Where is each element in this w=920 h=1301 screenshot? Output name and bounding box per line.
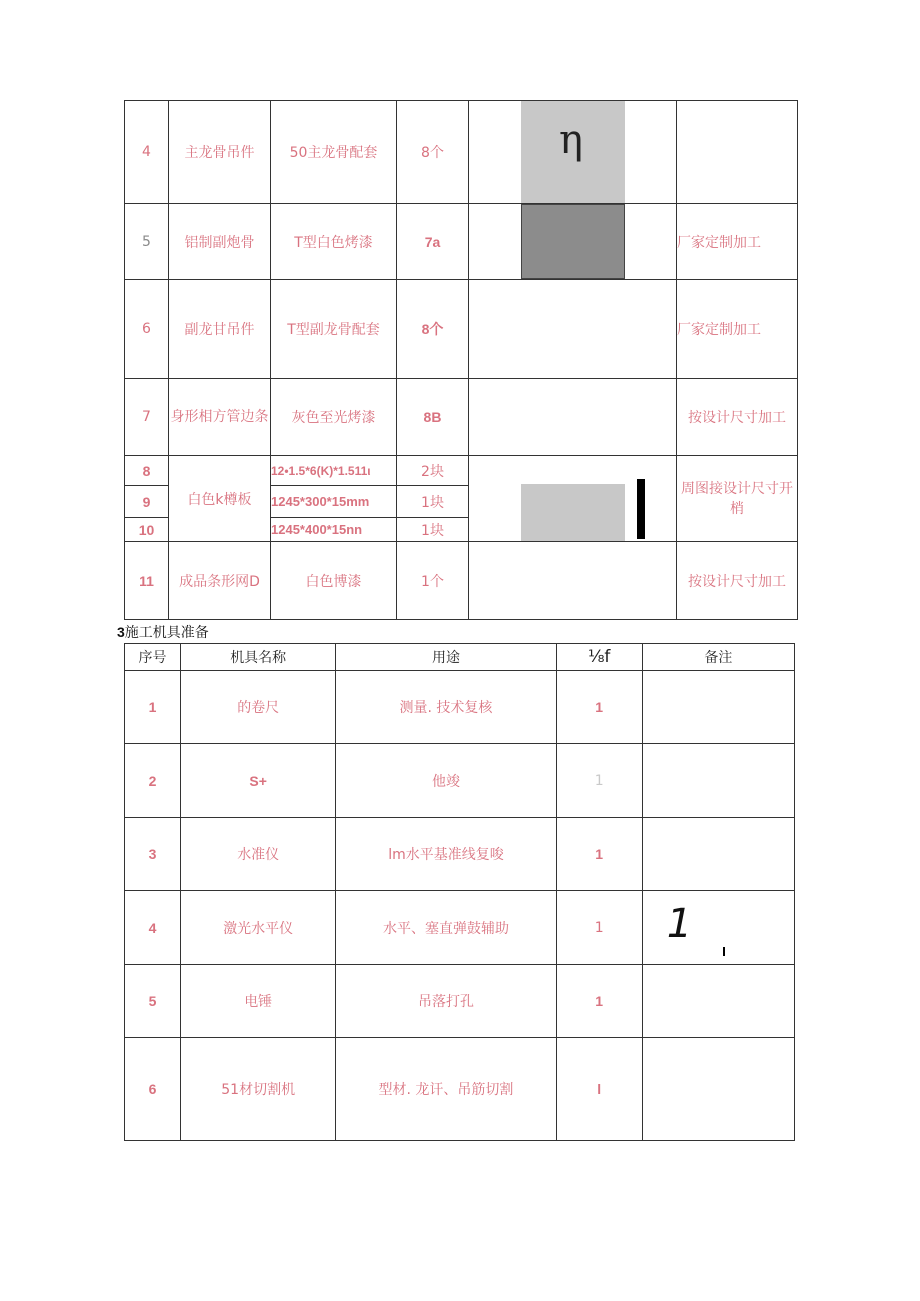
material-spec: T型白色烤漆 xyxy=(271,204,397,280)
row-number: 6 xyxy=(125,280,169,379)
tool-qty: 1 xyxy=(556,744,642,818)
row-number: 8 xyxy=(125,456,169,486)
column-header-name: 机具名称 xyxy=(181,644,336,671)
tool-note: 1 xyxy=(666,901,693,947)
material-qty: 8B xyxy=(397,379,469,456)
materials-table xyxy=(124,100,798,620)
material-name: 身形相方管边条 xyxy=(169,379,271,456)
tool-use: 型材. 龙讦、吊筋切割 xyxy=(336,1038,556,1141)
tools-table xyxy=(124,643,795,1141)
column-header-no: 序号 xyxy=(125,644,181,671)
table-row xyxy=(125,204,798,280)
table-row xyxy=(125,671,795,744)
material-image-cell xyxy=(469,204,677,280)
tool-use: 测量. 技术复核 xyxy=(336,671,556,744)
column-header-use: 用途 xyxy=(336,644,556,671)
material-note: 按设计尺寸加工 xyxy=(677,542,798,620)
row-number: 1 xyxy=(125,671,181,744)
tool-qty: 1 xyxy=(556,891,642,965)
column-header-note: 备注 xyxy=(642,644,794,671)
tool-note xyxy=(642,744,794,818)
row-number: 11 xyxy=(125,542,169,620)
material-name: 成品条形网D xyxy=(169,542,271,620)
row-number: 6 xyxy=(125,1038,181,1141)
tool-name: 水准仪 xyxy=(181,818,336,891)
table-row xyxy=(125,280,798,379)
material-name: 铝制副炮骨 xyxy=(169,204,271,280)
material-spec: 12•1.5*6(K)*1.511ι xyxy=(271,456,397,486)
material-qty: 8个 xyxy=(397,101,469,204)
material-qty: 1块 xyxy=(397,518,469,542)
material-qty: 8个 xyxy=(397,280,469,379)
row-number: 4 xyxy=(125,101,169,204)
material-name: 白色k樽板 xyxy=(169,456,271,542)
material-qty: 2块 xyxy=(397,456,469,486)
material-note: 周图接设计尺寸开梢 xyxy=(677,456,798,542)
tool-note xyxy=(642,671,794,744)
material-note xyxy=(677,101,798,204)
row-number: 3 xyxy=(125,818,181,891)
material-name: 主龙骨吊件 xyxy=(169,101,271,204)
material-spec: 50主龙骨配套 xyxy=(271,101,397,204)
tool-use: 他竣 xyxy=(336,744,556,818)
table-row xyxy=(125,379,798,456)
table-row xyxy=(125,891,795,965)
material-image-cell xyxy=(469,101,677,204)
material-note: 厂家定制加工 xyxy=(677,280,798,379)
tool-name: 激光水平仪 xyxy=(181,891,336,965)
tool-note xyxy=(642,818,794,891)
material-photo xyxy=(521,484,625,541)
tick-mark xyxy=(723,947,725,956)
material-qty: 1块 xyxy=(397,486,469,518)
table-row xyxy=(125,744,795,818)
row-number: 10 xyxy=(125,518,169,542)
tool-use: 吊落打孔 xyxy=(336,965,556,1038)
material-note: 按设计尺寸加工 xyxy=(677,379,798,456)
tool-name: S+ xyxy=(181,744,336,818)
material-photo xyxy=(521,204,625,279)
row-number: 2 xyxy=(125,744,181,818)
material-note: 厂家定制加工 xyxy=(677,204,798,280)
material-image-cell xyxy=(469,379,677,456)
tool-qty: 1 xyxy=(556,671,642,744)
material-name: 副龙甘吊件 xyxy=(169,280,271,379)
table-row xyxy=(125,965,795,1038)
row-number: 4 xyxy=(125,891,181,965)
material-image-cell xyxy=(469,456,677,542)
material-qty: 7a xyxy=(397,204,469,280)
tool-name: 电锤 xyxy=(181,965,336,1038)
tool-use: 水平、塞直弹鼓辅助 xyxy=(336,891,556,965)
row-number: 7 xyxy=(125,379,169,456)
row-number: 5 xyxy=(125,965,181,1038)
table-row xyxy=(125,542,798,620)
section-title: 施工机具准备 xyxy=(124,625,209,641)
column-header-qty: ⅛f xyxy=(556,644,642,671)
material-spec: 1245*400*15nn xyxy=(271,518,397,542)
section-number: 3 xyxy=(117,624,125,640)
tool-name: 51材切割机 xyxy=(181,1038,336,1141)
tool-note xyxy=(642,1038,794,1141)
tool-qty: 1 xyxy=(556,965,642,1038)
material-spec: 白色博漆 xyxy=(271,542,397,620)
section-heading xyxy=(117,622,209,642)
edge-strip-icon xyxy=(637,479,645,539)
tool-use: lm水平基准线复唆 xyxy=(336,818,556,891)
table-row xyxy=(125,818,795,891)
row-number: 5 xyxy=(125,204,169,280)
table-row xyxy=(125,101,798,204)
table-header-row xyxy=(125,644,795,671)
tool-note-cell xyxy=(642,891,794,965)
material-image-cell xyxy=(469,280,677,379)
material-spec: 1245*300*15mm xyxy=(271,486,397,518)
material-qty: 1个 xyxy=(397,542,469,620)
eta-glyph: η xyxy=(559,117,583,163)
tool-qty: l xyxy=(556,1038,642,1141)
material-spec: T型副龙骨配套 xyxy=(271,280,397,379)
row-number: 9 xyxy=(125,486,169,518)
tool-qty: 1 xyxy=(556,818,642,891)
table-row xyxy=(125,1038,795,1141)
tool-name: 的卷尺 xyxy=(181,671,336,744)
tool-note xyxy=(642,965,794,1038)
material-spec: 灰色至光烤漆 xyxy=(271,379,397,456)
material-image-cell xyxy=(469,542,677,620)
table-row xyxy=(125,456,798,486)
